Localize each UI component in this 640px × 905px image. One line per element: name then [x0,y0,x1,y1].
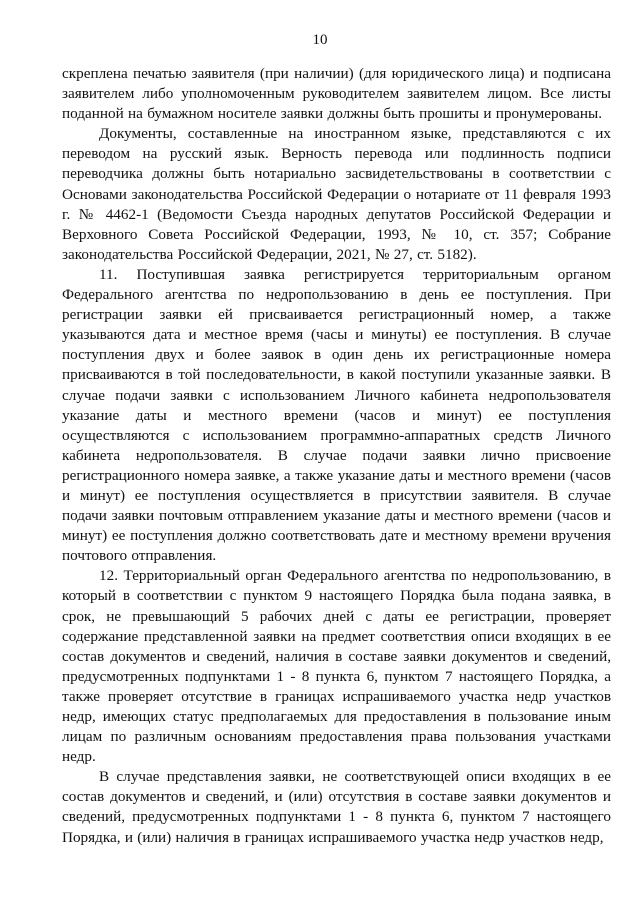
paragraph-continuation: скреплена печатью заявителя (при наличии) (для юридического лица) и подписана заявителем либо уполномоченным руководителем заявителем лицом. Все листы поданной на бумажном носителе заявки должны быть прошиты и пронумерованы. [62,65,611,123]
document-body [62,64,611,848]
page-number: 10 [312,32,328,48]
paragraph-foreign-documents: Документы, составленные на иностранном языке, представляются с их переводом на русский язык. Верность перевода или подлинность подписи переводчика должны быть нотариально засвидетельствованы в соответствии с Основами законодательства Российской Федерации о нотариате от 11 февраля 1993 г. № 4462-1 (Ведомости Съезда народных депутатов Российской Федерации и Верховного Совета Российской Федерации, 1993, № 10, ст. 357; Собрание законодательства Российской Федерации, 2021, № 27, ст. 5182). [62,125,611,263]
paragraph-item-12: 12. Территориальный орган Федерального агентства по недропользованию, в который в соответствии с пунктом 9 настоящего Порядка была подана заявка, в срок, не превышающий 5 рабочих дней с даты ее регистрации, проверяет содержание представленной заявки на предмет соответствия описи входящих в ее состав документов и сведений, наличия в составе заявки документов и сведений, предусмотренных подпунктами 1 - 8 пункта 6, пунктом 7 настоящего Порядка, а также проверяет отсутствие в границах испрашиваемого участка недр участков недр, имеющих статус предполагаемых для предоставления в пользование иным лицам по различным основаниям предоставления права пользования участками недр. [62,567,611,766]
paragraph-nonconforming-application: В случае представления заявки, не соответствующей описи входящих в ее состав документов и сведений, и (или) отсутствия в составе заявки документов и сведений, предусмотренных подпунктами 1 - 8 пункта 6, пунктом 7 настоящего Порядка, и (или) наличия в границах испрашиваемого участка недр участков недр, [62,768,611,846]
paragraph-item-11: 11. Поступившая заявка регистрируется территориальным органом Федерального агентства по недропользованию в день ее поступления. При регистрации заявки ей присваивается регистрационный номер, а также указываются дата и местное время (часы и минуты) ее поступления. В случае поступления двух и более заявок в один день их регистрационные номера присваиваются в той последовательности, в какой поступили указанные заявки. В случае подачи заявки с использованием Личного кабинета недропользователя указание даты и местного времени (часов и минут) ее поступления осуществляются с использованием программно-аппаратных средств Личного кабинета недропользователя. В случае подачи заявки лично присвоение регистрационного номера заявке, а также указание даты и местного времени (часов и минут) ее поступления осуществляется в присутствии заявителя. В случае подачи заявки почтовым отправлением указание даты и местного времени (часов и минут) ее поступления должно соответствовать дате и местному времени вручения почтового отправления. [62,265,611,565]
